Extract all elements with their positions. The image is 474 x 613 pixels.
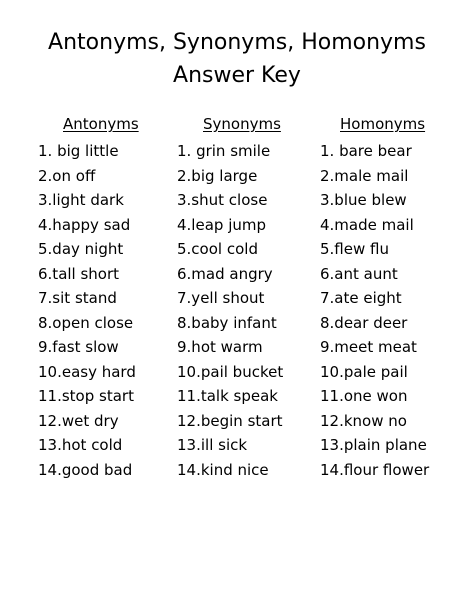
antonyms-column <box>38 115 168 479</box>
synonym-pair: 7.yell shout <box>177 289 265 307</box>
antonym-pair: 1. big little <box>38 142 119 160</box>
antonym-pair: 11.stop start <box>38 387 134 405</box>
synonym-pair: 4.leap jump <box>177 215 266 234</box>
synonyms-list <box>177 139 283 482</box>
homonym-pair: 8.dear deer <box>320 313 408 332</box>
page-subtitle: Answer Key <box>173 63 301 88</box>
antonym-pair: 2.on off <box>38 166 96 185</box>
homonym-pair: 9.meet meat <box>320 338 417 356</box>
homonym-pair: 7.ate eight <box>320 289 402 307</box>
synonyms-column <box>177 115 315 479</box>
antonym-pair: 4.happy sad <box>38 215 131 234</box>
synonyms-header: Synonyms <box>203 115 281 133</box>
synonym-pair: 5.cool cold <box>177 240 258 258</box>
antonym-pair: 8.open close <box>38 313 134 332</box>
synonym-pair: 3.shut close <box>177 191 268 209</box>
homonym-pair: 2.male mail <box>320 166 409 185</box>
synonym-pair: 9.hot warm <box>177 338 263 356</box>
synonym-pair: 1. grin smile <box>177 142 271 160</box>
homonyms-column <box>320 115 470 479</box>
homonyms-header: Homonyms <box>340 115 426 133</box>
antonym-pair: 10.easy hard <box>38 362 136 381</box>
homonym-pair: 12.know no <box>320 411 407 430</box>
antonym-pair: 6.tall short <box>38 264 120 283</box>
homonyms-list <box>320 139 429 482</box>
homonym-pair: 1. bare bear <box>320 142 412 160</box>
synonym-pair: 14.kind nice <box>177 460 269 479</box>
page-title: Antonyms, Synonyms, Homonyms <box>48 30 426 55</box>
synonym-pair: 8.baby infant <box>177 313 277 332</box>
synonym-pair: 6.mad angry <box>177 264 273 283</box>
homonym-pair: 11.one won <box>320 387 408 405</box>
homonym-pair: 4.made mail <box>320 215 414 234</box>
antonym-pair: 14.good bad <box>38 460 133 479</box>
homonym-pair: 5.flew flu <box>320 240 389 258</box>
homonym-pair: 14.flour flower <box>320 460 430 479</box>
antonym-pair: 9.fast slow <box>38 338 119 356</box>
homonym-pair: 10.pale pail <box>320 362 408 381</box>
synonym-pair: 11.talk speak <box>177 387 278 405</box>
antonyms-header: Antonyms <box>63 115 139 133</box>
homonym-pair: 13.plain plane <box>320 436 427 454</box>
synonym-pair: 12.begin start <box>177 411 283 430</box>
synonym-pair: 13.ill sick <box>177 436 248 454</box>
homonym-pair: 6.ant aunt <box>320 264 398 283</box>
homonym-pair: 3.blue blew <box>320 191 407 209</box>
antonyms-list <box>38 139 136 482</box>
antonym-pair: 7.sit stand <box>38 289 117 307</box>
antonym-pair: 13.hot cold <box>38 436 123 454</box>
antonym-pair: 12.wet dry <box>38 411 119 430</box>
antonym-pair: 3.light dark <box>38 191 124 209</box>
synonym-pair: 10.pail bucket <box>177 362 284 381</box>
synonym-pair: 2.big large <box>177 166 258 185</box>
antonym-pair: 5.day night <box>38 240 124 258</box>
